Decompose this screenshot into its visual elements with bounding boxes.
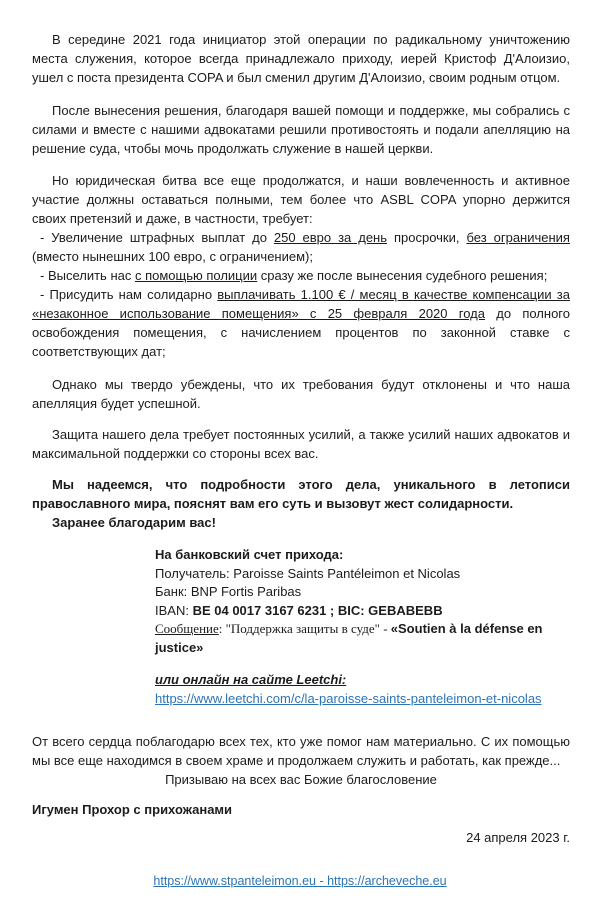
leetchi-link-line <box>155 690 570 709</box>
message-russian-text: : "Поддержка защиты в суде" - <box>218 621 391 636</box>
bullet-eviction <box>32 266 570 285</box>
bullet-compensation-text-1: - Присудить нам солидарно <box>40 287 218 302</box>
paragraph-gratitude: От всего сердца поблагодарю всех тех, кто уже помог нам материально. С их помощью мы все еще находимся в своем храме и продолжаем служить и работать, как прежде... <box>32 734 570 768</box>
bullet-penalty-text-1: - Увеличение штрафных выплат до <box>40 230 274 245</box>
leetchi-link[interactable]: https://www.leetchi.com/c/la-paroisse-saints-panteleimon-et-nicolas <box>155 690 542 706</box>
bank-iban-line <box>155 602 570 621</box>
bullet-eviction-text-2: сразу же после вынесения судебного решения; <box>257 268 548 283</box>
paragraph-defense-effort: Защита нашего дела требует постоянных усилий, а также усилий наших адвокатов и максимальной поддержки со стороны всех вас. <box>32 427 570 461</box>
paragraph-appeal-filed: После вынесения решения, благодаря вашей помощи и поддержке, мы собрались с силами и вместе с нашими адвокатами решили противостоять и подали апелляцию на решение суда, чтобы мочь продолжать служение в нашей церкви. <box>32 103 570 156</box>
bank-name-line: Банк: BNP Fortis Paribas <box>155 584 302 599</box>
bank-heading: На банковский счет прихода: <box>155 547 344 562</box>
paragraph-legal-battle: Но юридическая битва все еще продолжатся, и наши вовлеченность и активное участие должны оставаться полными, тем более что ASBL COPA упорно держится своих претензий и даже, в частности, требует: <box>32 173 570 226</box>
paragraph-blessing: Призываю на всех вас Божие благословение <box>165 772 437 787</box>
message-french-text: «Soutien à la défense en justice» <box>155 621 543 655</box>
footer-links[interactable]: https://www.stpanteleimon.eu - https://archeveche.eu <box>153 874 447 888</box>
underline-250-euro-per-day: 250 евро за день <box>273 230 388 245</box>
paragraph-hope: Мы надеемся, что подробности этого дела, уникального в летописи православного мира, пояснят вам его суть и вызовут жест солидарности. <box>32 477 570 511</box>
bank-details-block <box>155 546 570 708</box>
paragraph-confidence: Однако мы твердо убеждены, что их требования будут отклонены и что наша апелляция будет успешной. <box>32 377 570 411</box>
iban-value: BE 04 0017 3167 6231 ; BIC: GEBABEBB <box>192 602 443 618</box>
underline-monthly-compensation: выплачивать 1.100 € / месяц в качестве компенсации за «незаконное использование помещения» с 25 февраля 2020 года <box>32 287 570 321</box>
iban-label: IBAN: <box>155 602 193 618</box>
bullet-compensation <box>32 285 570 361</box>
paragraph-thanks-in-advance: Заранее благодарим вас! <box>52 515 216 530</box>
bullet-compensation-text-2: до полного освобождения помещения, с начислением процентов по законной ставке с соответствующих дат; <box>32 306 570 359</box>
underline-no-limit: без ограничения <box>466 230 570 245</box>
leetchi-heading: или онлайн на сайте Leetchi: <box>155 672 347 687</box>
paragraph-intro: В середине 2021 года инициатор этой операции по радикальному уничтожению места служения, которое всегда принадлежало приходу, иерей Кристоф Д'Алоизио, ушел с поста президента COPA и был сменил другим Д'Алоизио, своим родным отцом. <box>32 32 570 85</box>
bank-message-line <box>155 620 570 657</box>
underline-police-help: с помощью полиции <box>134 268 258 283</box>
page-footer <box>0 872 600 891</box>
bullet-eviction-text-1: - Выселить нас <box>40 268 135 283</box>
bullet-penalty-increase <box>32 228 570 266</box>
bullet-penalty-text-3: (вместо нынешних 100 евро, с ограничением); <box>32 249 313 264</box>
signature-line: Игумен Прохор с прихожанами <box>32 802 233 817</box>
date-line: 24 апреля 2023 г. <box>466 830 570 845</box>
message-label: Сообщение <box>155 621 219 636</box>
bullet-penalty-text-2: просрочки, <box>387 230 467 245</box>
bank-recipient-line: Получатель: Paroisse Saints Pantéleimon et Nicolas <box>155 565 461 581</box>
